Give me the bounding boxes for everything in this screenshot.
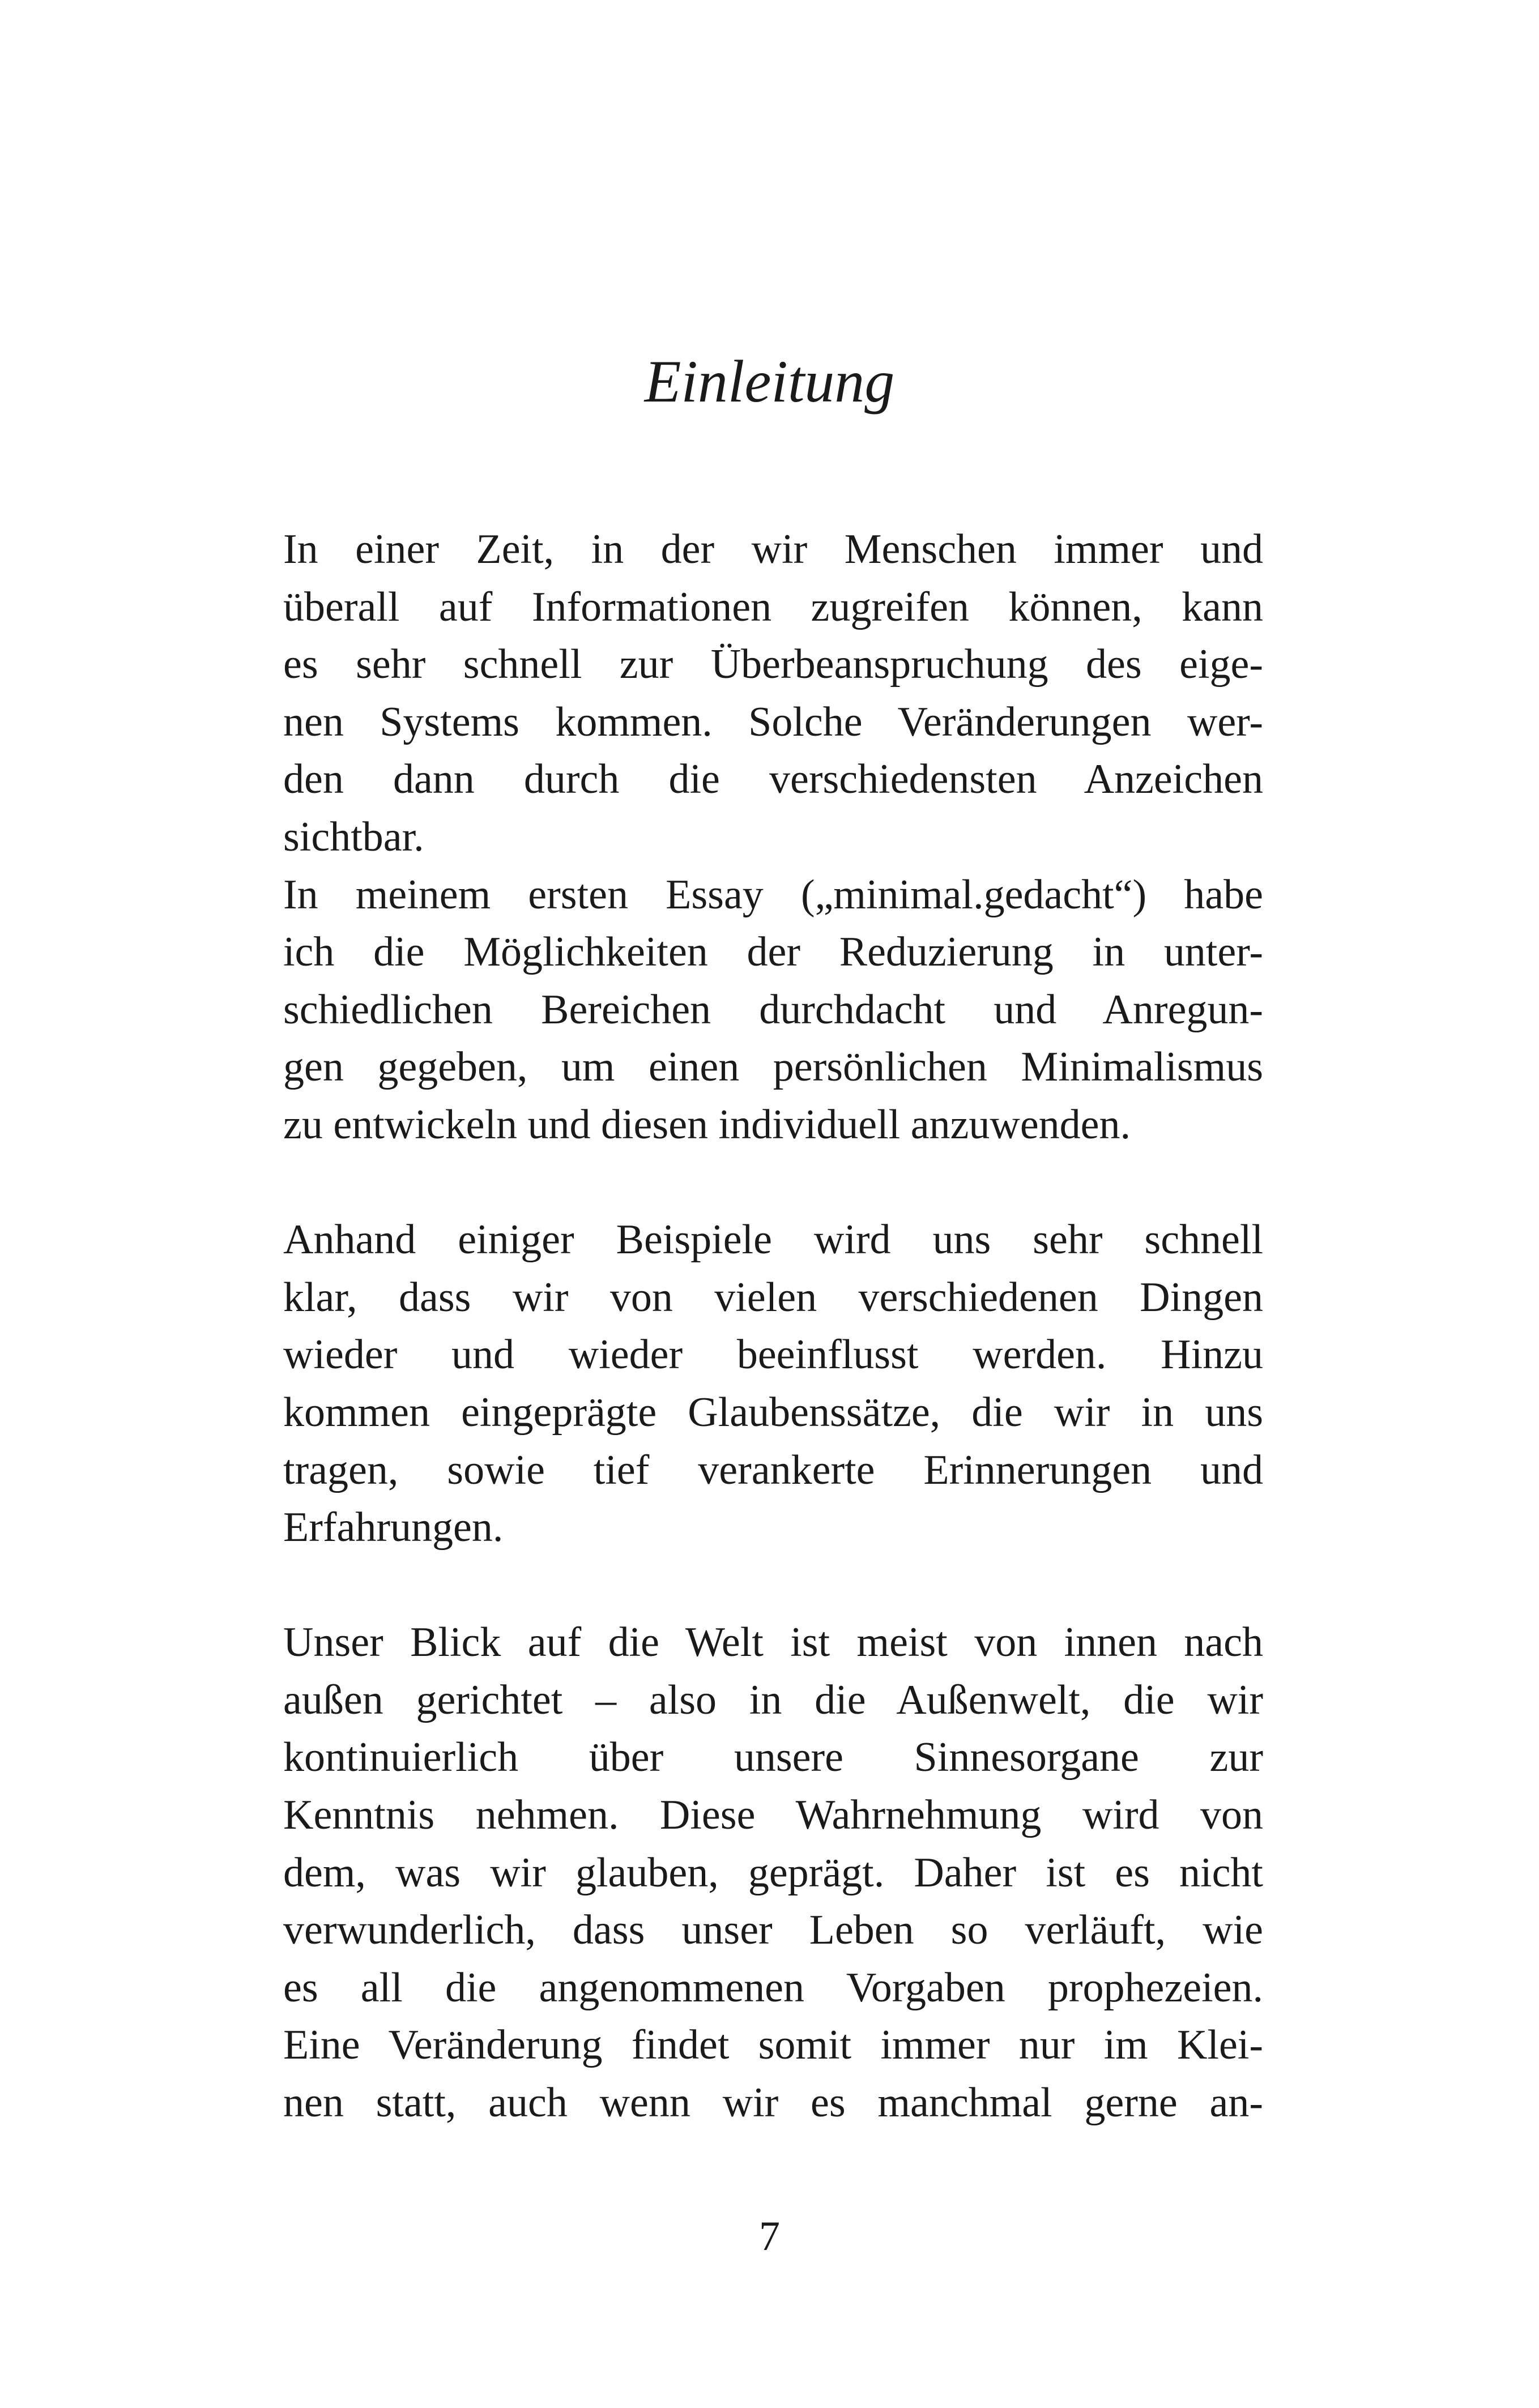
text-line: gen gegeben, um einen persönlichen Minimalismus: [283, 1044, 1263, 1091]
text-line: verwunderlich, dass unser Leben so verläuft, wie: [283, 1907, 1263, 1954]
text-line: überall auf Informationen zugreifen können, kann: [283, 583, 1263, 630]
text-line: ich die Möglichkeiten der Reduzierung in unter-: [283, 929, 1263, 976]
paragraph-gap: [283, 1154, 1263, 1212]
text-line: nen statt, auch wenn wir es manchmal gerne an-: [283, 2080, 1263, 2127]
text-line: Eine Veränderung findet somit immer nur im Klei-: [283, 2022, 1263, 2069]
text-line: tragen, sowie tief verankerte Erinnerungen und: [283, 1446, 1263, 1493]
text-line: Kenntnis nehmen. Diese Wahrnehmung wird von: [283, 1792, 1263, 1839]
text-line: es sehr schnell zur Überbeanspruchung des eige-: [283, 641, 1263, 688]
page-number: 7: [759, 2213, 780, 2260]
text-line: zu entwickeln und diesen individuell anzuwenden.: [283, 1101, 1131, 1148]
text-line: Erfahrungen.: [283, 1504, 504, 1551]
text-line: schiedlichen Bereichen durchdacht und Anregun-: [283, 986, 1263, 1033]
text-line: kontinuierlich über unsere Sinnesorgane zur: [283, 1734, 1263, 1781]
body-text: [283, 521, 1263, 2132]
text-line: klar, dass wir von vielen verschiedenen Dingen: [283, 1274, 1263, 1321]
text-line: Unser Blick auf die Welt ist meist von innen nach: [283, 1619, 1263, 1666]
text-line: In meinem ersten Essay („minimal.gedacht“) habe: [283, 871, 1263, 918]
text-line: kommen eingeprägte Glaubenssätze, die wir in uns: [283, 1389, 1263, 1436]
text-line: dem, was wir glauben, geprägt. Daher ist es nicht: [283, 1849, 1263, 1896]
chapter-title: Einleitung: [644, 348, 895, 415]
text-line: nen Systems kommen. Solche Veränderungen wer-: [283, 698, 1263, 745]
paragraph-gap: [283, 1557, 1263, 1615]
text-line: sichtbar.: [283, 813, 424, 860]
text-line: den dann durch die verschiedensten Anzeichen: [283, 756, 1263, 803]
text-line: außen gerichtet – also in die Außenwelt, die wir: [283, 1676, 1263, 1723]
text-line: In einer Zeit, in der wir Menschen immer und: [283, 526, 1263, 573]
text-line: Anhand einiger Beispiele wird uns sehr schnell: [283, 1216, 1263, 1263]
text-line: wieder und wieder beeinflusst werden. Hinzu: [283, 1331, 1263, 1378]
text-line: es all die angenommenen Vorgaben prophezeien.: [283, 1964, 1263, 2011]
